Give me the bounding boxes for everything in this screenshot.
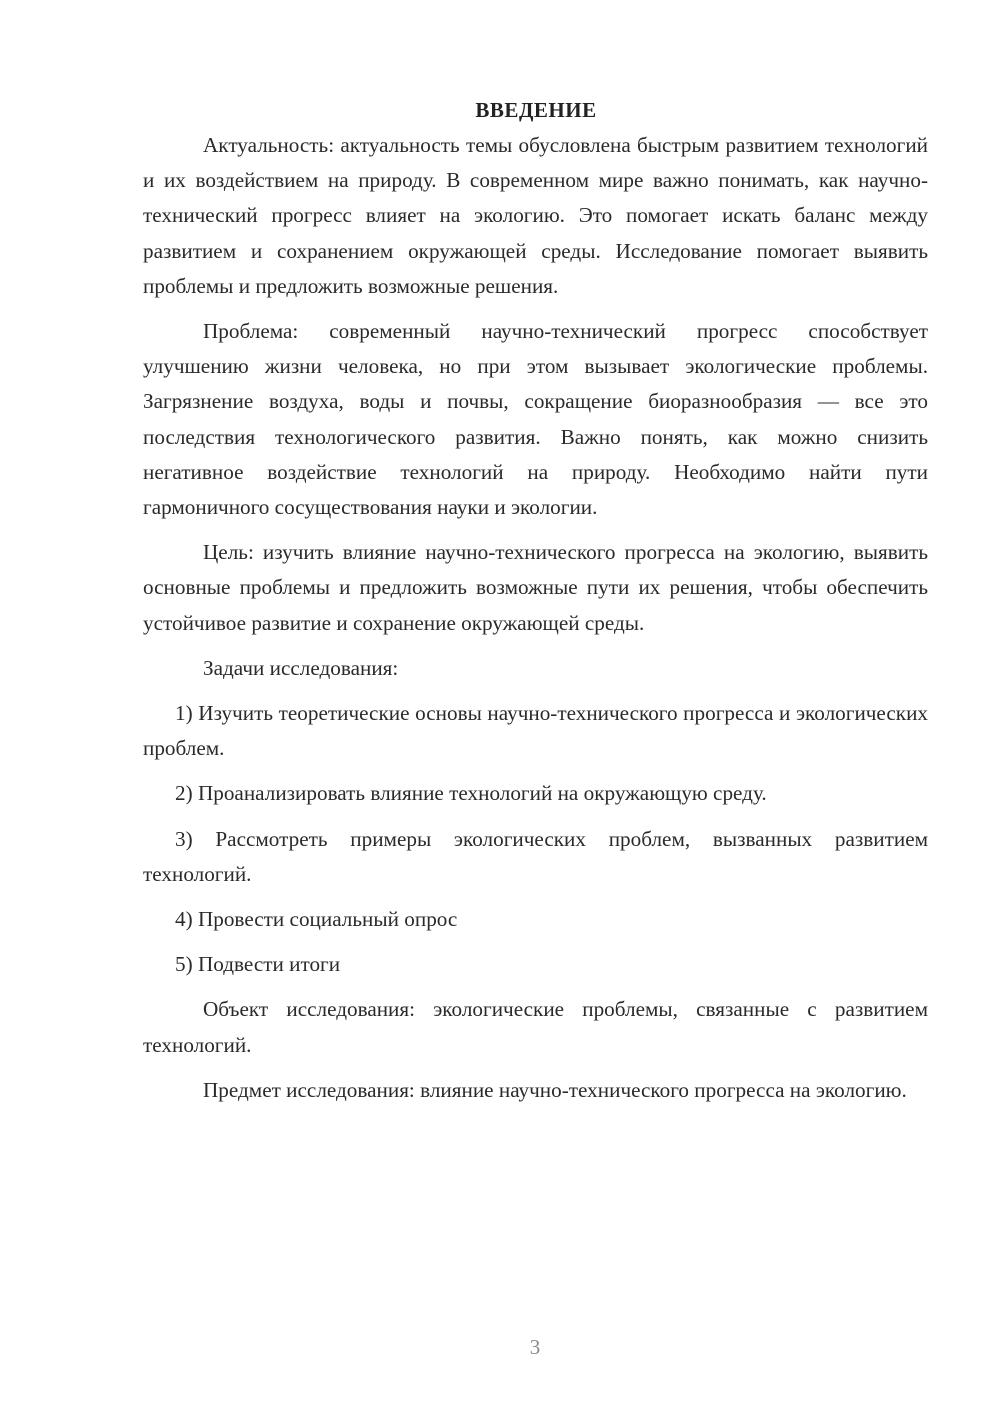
page-content: [143, 93, 928, 1108]
task-item-3: 3) Рассмотреть примеры экологических проблем, вызванных развитием технологий.: [143, 826, 928, 886]
paragraph-object: Объект исследования: экологические проблемы, связанные с развитием технологий.: [143, 997, 928, 1057]
paragraph-goal: Цель: изучить влияние научно-технического прогресса на экологию, выявить основные проблемы и предложить возможные пути их решения, чтобы обеспечить устойчивое развитие и сохранение окружающей среды.: [143, 540, 928, 635]
task-item-1: 1) Изучить теоретические основы научно-технического прогресса и экологических проблем.: [143, 701, 928, 761]
paragraph-subject: Предмет исследования: влияние научно-технического прогресса на экологию.: [203, 1077, 907, 1102]
task-item-2: 2) Проанализировать влияние технологий на окружающую среду.: [175, 781, 767, 806]
task-item-5: 5) Подвести итоги: [175, 952, 341, 977]
section-title: ВВЕДЕНИЕ: [475, 98, 597, 122]
task-item-4: 4) Провести социальный опрос: [175, 907, 458, 932]
paragraph-problem: Проблема: современный научно-технический прогресс способствует улучшению жизни человека, но при этом вызывает экологические проблемы. Загрязнение воздуха, воды и почвы, сокращение биоразнообразия — все это последствия технологического развития. Важно понять, как можно снизить негативное воздействие технологий на природу. Необходимо найти пути гармоничного сосуществования науки и экологии.: [143, 319, 928, 520]
paragraph-relevance: Актуальность: актуальность темы обусловлена быстрым развитием технологий и их воздействием на природу. В современном мире важно понимать, как научно-технический прогресс влияет на экологию. Это помогает искать баланс между развитием и сохранением окружающей среды. Исследование помогает выявить проблемы и предложить возможные решения.: [143, 133, 928, 298]
tasks-heading: Задачи исследования:: [203, 655, 399, 680]
page-number: 3: [529, 1335, 541, 1359]
